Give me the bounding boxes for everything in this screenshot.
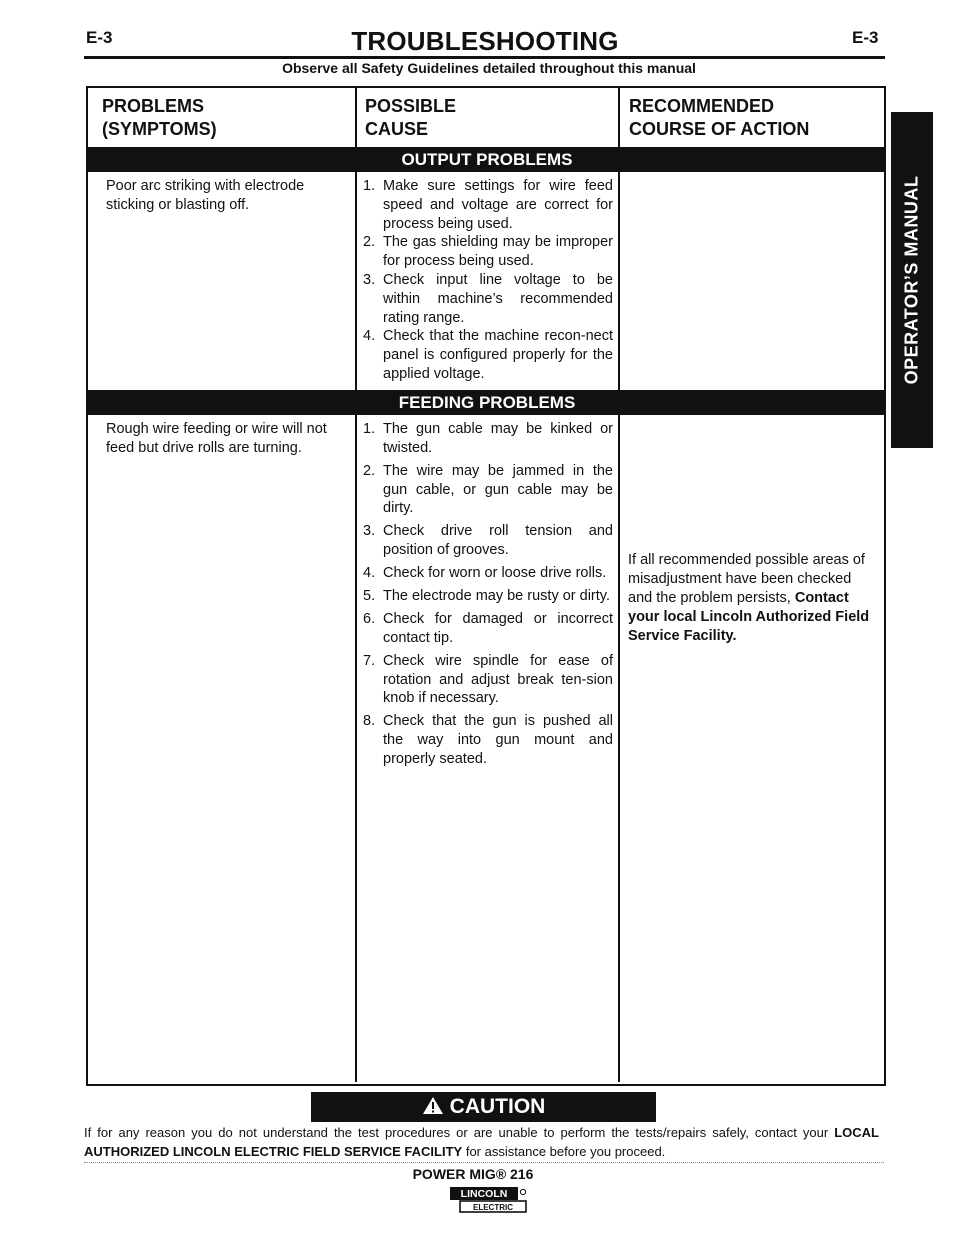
- lincoln-electric-logo: [448, 1186, 528, 1214]
- cause-item: 6. Check for damaged or incorrect contact tip.: [363, 611, 613, 646]
- caution-banner: [311, 1092, 656, 1122]
- cause-item: 4. Check for worn or loose drive rolls.: [363, 565, 607, 582]
- column-divider: [355, 86, 357, 1082]
- recommended-action: [628, 551, 878, 646]
- model-name: POWER MIG® 216: [412, 1166, 534, 1182]
- cause-item: 2. The wire may be jammed in the gun cable, or gun cable may be dirty.: [363, 462, 613, 517]
- header-action-line1: RECOMMENDED: [629, 96, 775, 116]
- cause-list: [363, 177, 613, 384]
- header-problems-line2: (SYMPTOMS): [102, 119, 217, 139]
- cause-item: 1. The gun cable may be kinked or twisted.: [363, 421, 613, 456]
- side-tab-label: OPERATOR’S MANUAL: [901, 175, 922, 385]
- cause-item: 8. Check that the gun is pushed all the way into gun mount and properly seated.: [363, 713, 613, 768]
- cause-item: 7. Check wire spindle for ease of rotation and adjust break ten-sion knob if necessary.: [363, 652, 613, 707]
- cause-item: 1. Make sure settings for wire feed speed and voltage are correct for process being used.: [363, 178, 613, 232]
- page-code-right: E-3: [852, 28, 879, 47]
- column-divider: [618, 86, 620, 1082]
- page-title: TROUBLESHOOTING: [351, 26, 619, 56]
- caution-bold-text: LOCAL AUTHORIZED LINCOLN ELECTRIC FIELD SERVICE FACILITY: [84, 1125, 879, 1159]
- header-problems-line1: PROBLEMS: [102, 96, 205, 116]
- section-title: FEEDING PROBLEMS: [398, 393, 576, 412]
- action-contact-text: Contact your local Lincoln Authorized Field Service Facility.: [628, 590, 870, 644]
- header-problems: [102, 95, 217, 141]
- header-cause-line2: CAUSE: [365, 119, 429, 139]
- caution-label: CAUTION: [449, 1095, 546, 1118]
- footer-rule: [84, 1162, 884, 1163]
- logo-line1: LINCOLN: [460, 1188, 508, 1200]
- header-recommended-action: [629, 95, 809, 141]
- warning-triangle-icon: [422, 1096, 444, 1115]
- side-tab: [891, 112, 933, 448]
- header-possible-cause: [365, 95, 456, 141]
- section-heading-output: [88, 147, 886, 172]
- caution-text: If for any reason you do not understand the test procedures or are unable to perform the tests/repairs safely, contact your LOCAL AUTHORIZED LINCOLN ELECTRIC FIELD SERVICE FACILITY for assistance before you proceed.: [84, 1125, 879, 1159]
- safety-note: Observe all Safety Guidelines detailed throughout this manual: [282, 60, 696, 76]
- logo-line2: ELECTRIC: [473, 1203, 513, 1212]
- cause-list: [363, 420, 613, 773]
- action-text: If all recommended possible areas of misadjustment have been checked and the problem persists,: [628, 552, 865, 606]
- cause-item: 3. Check input line voltage to be within machine’s recommended rating range.: [363, 271, 613, 326]
- cause-item: 2. The gas shielding may be improper for process being used.: [363, 234, 613, 270]
- cause-item: 5. The electrode may be rusty or dirty.: [363, 588, 610, 605]
- section-title: OUTPUT PROBLEMS: [401, 150, 573, 169]
- cause-item: 3. Check drive roll tension and position of grooves.: [363, 523, 613, 559]
- header-cause-line1: POSSIBLE: [365, 96, 457, 116]
- cause-item: 4. Check that the machine recon-nect panel is configured properly for the applied voltage.: [363, 328, 613, 382]
- symptom-text: Poor arc striking with electrode sticking or blasting off.: [106, 178, 305, 213]
- title-rule: [84, 56, 885, 59]
- symptom-text: Rough wire feeding or wire will not feed but drive rolls are turning.: [106, 421, 327, 456]
- page-code-left: E-3: [86, 28, 113, 47]
- header-action-line2: COURSE OF ACTION: [629, 119, 810, 139]
- section-heading-feeding: [88, 390, 886, 415]
